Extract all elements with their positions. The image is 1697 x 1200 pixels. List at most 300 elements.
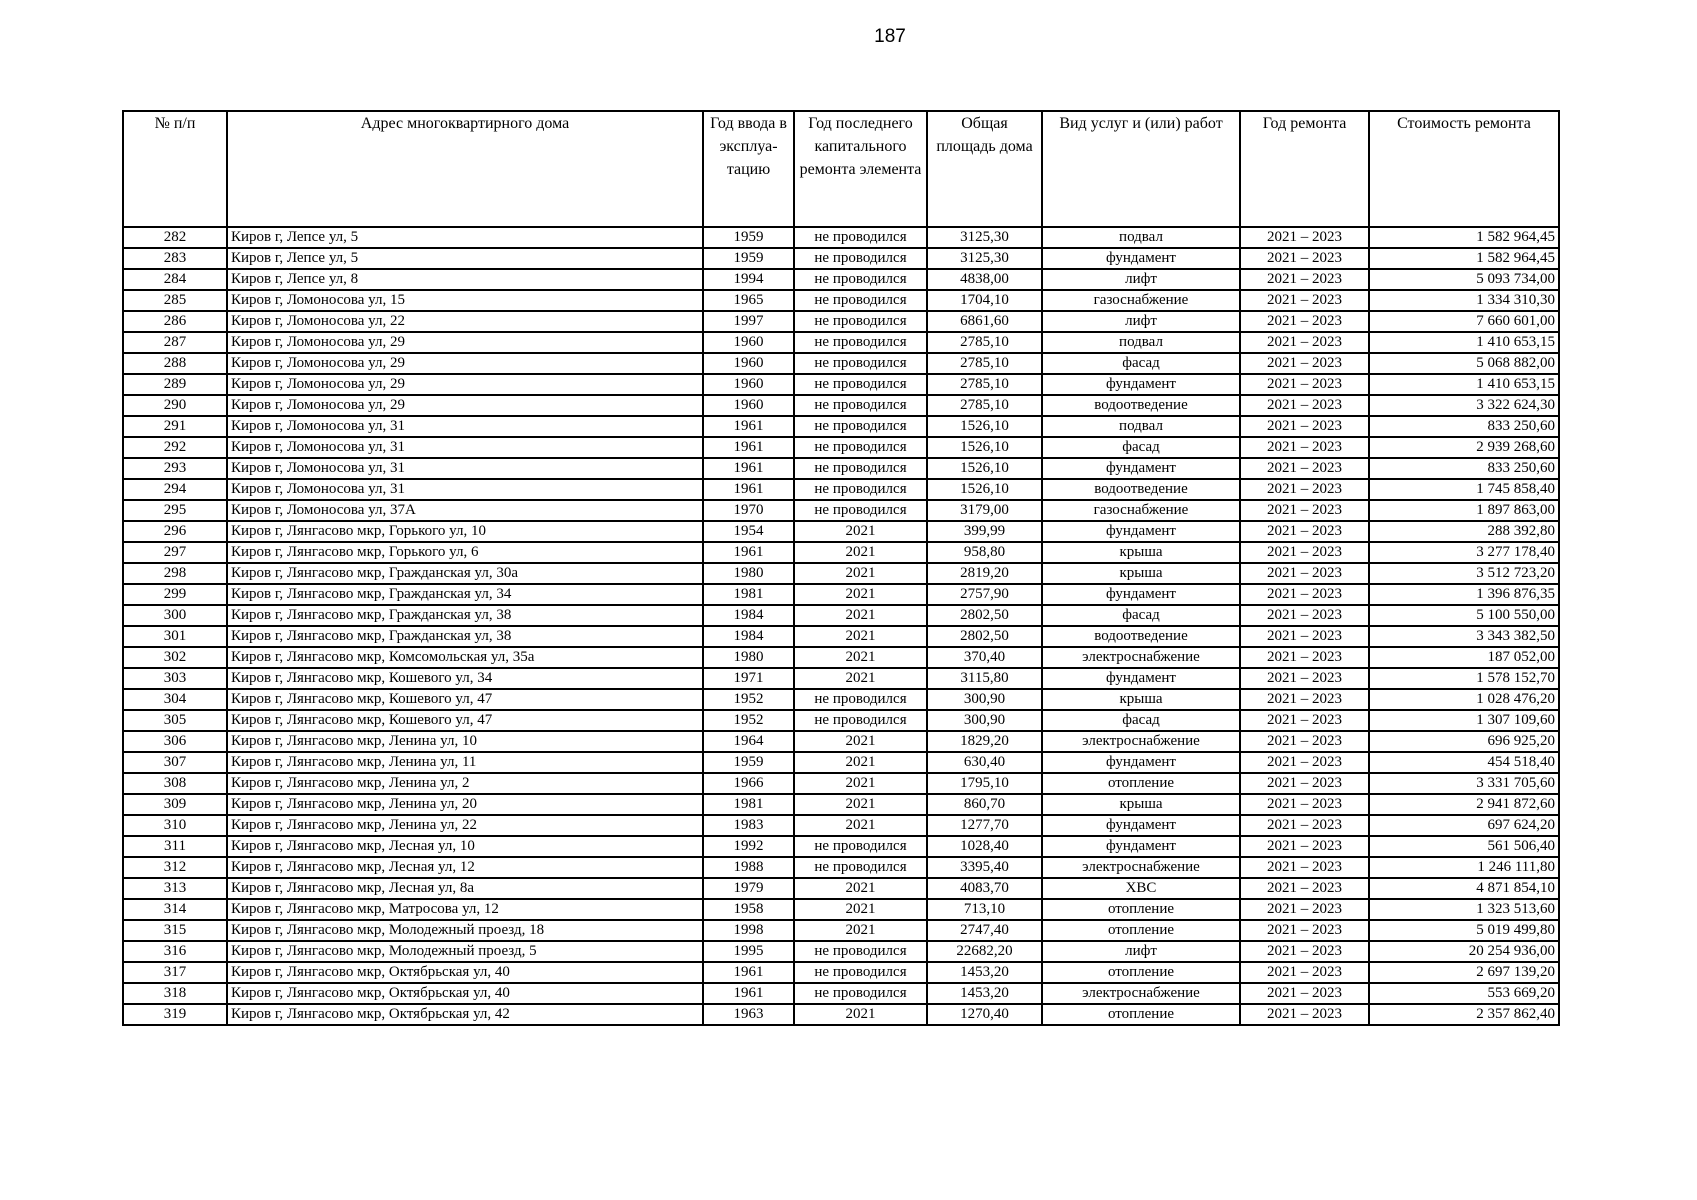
cell-last-repair-year: 2021: [794, 647, 927, 668]
cell-number: 310: [123, 815, 227, 836]
cell-repair-year: 2021 – 2023: [1240, 731, 1369, 752]
table-row: [123, 1004, 1559, 1025]
cell-total-area: 630,40: [927, 752, 1042, 773]
cell-commission-year: 1981: [703, 794, 794, 815]
cell-address: Киров г, Лянгасово мкр, Матросова ул, 12: [227, 899, 703, 920]
cell-repair-cost: 2 357 862,40: [1369, 1004, 1559, 1025]
cell-commission-year: 1984: [703, 626, 794, 647]
cell-last-repair-year: не проводился: [794, 710, 927, 731]
cell-commission-year: 1959: [703, 248, 794, 269]
cell-address: Киров г, Лянгасово мкр, Кошевого ул, 47: [227, 710, 703, 731]
cell-repair-cost: 3 343 382,50: [1369, 626, 1559, 647]
cell-last-repair-year: не проводился: [794, 479, 927, 500]
cell-number: 306: [123, 731, 227, 752]
cell-repair-year: 2021 – 2023: [1240, 962, 1369, 983]
page-number: 187: [874, 26, 906, 47]
cell-number: 304: [123, 689, 227, 710]
cell-commission-year: 1959: [703, 227, 794, 248]
cell-commission-year: 1959: [703, 752, 794, 773]
cell-work-type: лифт: [1042, 269, 1240, 290]
cell-address: Киров г, Лянгасово мкр, Лесная ул, 12: [227, 857, 703, 878]
cell-work-type: фасад: [1042, 710, 1240, 731]
cell-work-type: электроснабжение: [1042, 647, 1240, 668]
cell-total-area: 3125,30: [927, 227, 1042, 248]
cell-repair-year: 2021 – 2023: [1240, 752, 1369, 773]
cell-number: 318: [123, 983, 227, 1004]
cell-work-type: подвал: [1042, 332, 1240, 353]
cell-address: Киров г, Ломоносова ул, 31: [227, 416, 703, 437]
table-row: [123, 941, 1559, 962]
cell-work-type: подвал: [1042, 416, 1240, 437]
table-row: [123, 605, 1559, 626]
header-commission-year: Год ввода в эксплуа-тацию: [703, 111, 794, 227]
header-row: [123, 111, 1559, 227]
cell-number: 303: [123, 668, 227, 689]
cell-work-type: водоотведение: [1042, 395, 1240, 416]
cell-work-type: фундамент: [1042, 584, 1240, 605]
table-row: [123, 395, 1559, 416]
cell-number: 311: [123, 836, 227, 857]
cell-repair-year: 2021 – 2023: [1240, 227, 1369, 248]
cell-work-type: лифт: [1042, 311, 1240, 332]
cell-total-area: 1277,70: [927, 815, 1042, 836]
table-row: [123, 542, 1559, 563]
cell-repair-year: 2021 – 2023: [1240, 941, 1369, 962]
cell-last-repair-year: не проводился: [794, 311, 927, 332]
cell-repair-year: 2021 – 2023: [1240, 794, 1369, 815]
cell-repair-cost: 2 939 268,60: [1369, 437, 1559, 458]
cell-repair-year: 2021 – 2023: [1240, 479, 1369, 500]
cell-repair-year: 2021 – 2023: [1240, 710, 1369, 731]
cell-address: Киров г, Лянгасово мкр, Лесная ул, 10: [227, 836, 703, 857]
cell-repair-cost: 5 068 882,00: [1369, 353, 1559, 374]
table-row: [123, 857, 1559, 878]
cell-repair-cost: 1 582 964,45: [1369, 227, 1559, 248]
cell-total-area: 2802,50: [927, 626, 1042, 647]
table-row: [123, 836, 1559, 857]
cell-work-type: водоотведение: [1042, 626, 1240, 647]
cell-total-area: 860,70: [927, 794, 1042, 815]
cell-total-area: 300,90: [927, 710, 1042, 731]
cell-last-repair-year: 2021: [794, 878, 927, 899]
table-row: [123, 500, 1559, 521]
cell-number: 302: [123, 647, 227, 668]
cell-number: 288: [123, 353, 227, 374]
cell-repair-year: 2021 – 2023: [1240, 542, 1369, 563]
cell-total-area: 22682,20: [927, 941, 1042, 962]
cell-commission-year: 1952: [703, 710, 794, 731]
cell-last-repair-year: не проводился: [794, 689, 927, 710]
cell-number: 297: [123, 542, 227, 563]
cell-commission-year: 1998: [703, 920, 794, 941]
cell-work-type: фасад: [1042, 605, 1240, 626]
cell-repair-year: 2021 – 2023: [1240, 1004, 1369, 1025]
cell-number: 308: [123, 773, 227, 794]
cell-commission-year: 1970: [703, 500, 794, 521]
cell-commission-year: 1961: [703, 962, 794, 983]
cell-total-area: 1526,10: [927, 437, 1042, 458]
cell-repair-cost: 2 697 139,20: [1369, 962, 1559, 983]
cell-total-area: 2747,40: [927, 920, 1042, 941]
header-repair-year: Год ремонта: [1240, 111, 1369, 227]
cell-number: 292: [123, 437, 227, 458]
cell-repair-cost: 833 250,60: [1369, 458, 1559, 479]
cell-total-area: 3395,40: [927, 857, 1042, 878]
cell-address: Киров г, Лянгасово мкр, Октябрьская ул, 40: [227, 983, 703, 1004]
cell-address: Киров г, Ломоносова ул, 29: [227, 332, 703, 353]
cell-repair-year: 2021 – 2023: [1240, 416, 1369, 437]
cell-repair-cost: 1 410 653,15: [1369, 374, 1559, 395]
cell-work-type: крыша: [1042, 689, 1240, 710]
table-row: [123, 353, 1559, 374]
cell-repair-year: 2021 – 2023: [1240, 584, 1369, 605]
cell-work-type: электроснабжение: [1042, 857, 1240, 878]
cell-repair-year: 2021 – 2023: [1240, 374, 1369, 395]
cell-commission-year: 1980: [703, 647, 794, 668]
cell-last-repair-year: не проводился: [794, 290, 927, 311]
cell-work-type: фундамент: [1042, 668, 1240, 689]
table-row: [123, 626, 1559, 647]
table-row: [123, 227, 1559, 248]
cell-number: 291: [123, 416, 227, 437]
cell-repair-cost: 20 254 936,00: [1369, 941, 1559, 962]
cell-address: Киров г, Ломоносова ул, 31: [227, 437, 703, 458]
cell-number: 284: [123, 269, 227, 290]
cell-repair-year: 2021 – 2023: [1240, 332, 1369, 353]
cell-commission-year: 1994: [703, 269, 794, 290]
cell-commission-year: 1958: [703, 899, 794, 920]
cell-work-type: фундамент: [1042, 521, 1240, 542]
cell-work-type: газоснабжение: [1042, 500, 1240, 521]
cell-repair-cost: 1 578 152,70: [1369, 668, 1559, 689]
repair-register-table: [122, 110, 1560, 1026]
cell-address: Киров г, Лепсе ул, 5: [227, 227, 703, 248]
cell-work-type: крыша: [1042, 542, 1240, 563]
cell-work-type: электроснабжение: [1042, 983, 1240, 1004]
cell-total-area: 1526,10: [927, 416, 1042, 437]
cell-commission-year: 1960: [703, 332, 794, 353]
cell-number: 290: [123, 395, 227, 416]
cell-repair-year: 2021 – 2023: [1240, 983, 1369, 1004]
cell-last-repair-year: не проводился: [794, 269, 927, 290]
table-row: [123, 458, 1559, 479]
cell-repair-cost: 5 093 734,00: [1369, 269, 1559, 290]
cell-number: 283: [123, 248, 227, 269]
cell-total-area: 1453,20: [927, 983, 1042, 1004]
cell-address: Киров г, Лянгасово мкр, Ленина ул, 10: [227, 731, 703, 752]
cell-number: 313: [123, 878, 227, 899]
cell-commission-year: 1961: [703, 542, 794, 563]
cell-repair-year: 2021 – 2023: [1240, 815, 1369, 836]
cell-commission-year: 1971: [703, 668, 794, 689]
cell-commission-year: 1966: [703, 773, 794, 794]
cell-work-type: лифт: [1042, 941, 1240, 962]
cell-address: Киров г, Лепсе ул, 5: [227, 248, 703, 269]
cell-total-area: 1453,20: [927, 962, 1042, 983]
table-row: [123, 269, 1559, 290]
cell-repair-year: 2021 – 2023: [1240, 437, 1369, 458]
table-row: [123, 584, 1559, 605]
cell-last-repair-year: 2021: [794, 521, 927, 542]
cell-number: 317: [123, 962, 227, 983]
cell-repair-cost: 187 052,00: [1369, 647, 1559, 668]
cell-total-area: 1704,10: [927, 290, 1042, 311]
cell-repair-year: 2021 – 2023: [1240, 647, 1369, 668]
header-total-area: Общая площадь дома: [927, 111, 1042, 227]
cell-repair-cost: 1 410 653,15: [1369, 332, 1559, 353]
cell-total-area: 2819,20: [927, 563, 1042, 584]
cell-repair-cost: 454 518,40: [1369, 752, 1559, 773]
cell-commission-year: 1984: [703, 605, 794, 626]
cell-number: 305: [123, 710, 227, 731]
cell-number: 285: [123, 290, 227, 311]
table-row: [123, 689, 1559, 710]
table-body: [123, 227, 1559, 1025]
cell-repair-cost: 5 100 550,00: [1369, 605, 1559, 626]
cell-address: Киров г, Ломоносова ул, 29: [227, 374, 703, 395]
cell-address: Киров г, Лянгасово мкр, Гражданская ул, 30а: [227, 563, 703, 584]
cell-work-type: фасад: [1042, 437, 1240, 458]
cell-total-area: 2785,10: [927, 374, 1042, 395]
cell-total-area: 3125,30: [927, 248, 1042, 269]
cell-number: 319: [123, 1004, 227, 1025]
cell-address: Киров г, Лянгасово мкр, Горького ул, 10: [227, 521, 703, 542]
cell-work-type: электроснабжение: [1042, 731, 1240, 752]
cell-repair-year: 2021 – 2023: [1240, 836, 1369, 857]
cell-last-repair-year: не проводился: [794, 332, 927, 353]
header-repair-cost: Стоимость ремонта: [1369, 111, 1559, 227]
table-row: [123, 815, 1559, 836]
cell-address: Киров г, Ломоносова ул, 29: [227, 353, 703, 374]
header-last-repair-year: Год последнего капитального ремонта элемента: [794, 111, 927, 227]
cell-address: Киров г, Лянгасово мкр, Ленина ул, 2: [227, 773, 703, 794]
cell-total-area: 399,99: [927, 521, 1042, 542]
header-address: Адрес многоквартирного дома: [227, 111, 703, 227]
cell-repair-cost: 7 660 601,00: [1369, 311, 1559, 332]
table-row: [123, 416, 1559, 437]
cell-repair-year: 2021 – 2023: [1240, 395, 1369, 416]
cell-repair-cost: 1 396 876,35: [1369, 584, 1559, 605]
cell-total-area: 2785,10: [927, 353, 1042, 374]
cell-work-type: подвал: [1042, 227, 1240, 248]
cell-total-area: 713,10: [927, 899, 1042, 920]
cell-address: Киров г, Ломоносова ул, 37А: [227, 500, 703, 521]
cell-address: Киров г, Лянгасово мкр, Ленина ул, 20: [227, 794, 703, 815]
cell-address: Киров г, Лянгасово мкр, Молодежный проезд, 5: [227, 941, 703, 962]
cell-total-area: 4083,70: [927, 878, 1042, 899]
cell-total-area: 1028,40: [927, 836, 1042, 857]
cell-last-repair-year: не проводился: [794, 458, 927, 479]
cell-address: Киров г, Ломоносова ул, 29: [227, 395, 703, 416]
cell-last-repair-year: не проводился: [794, 941, 927, 962]
cell-address: Киров г, Ломоносова ул, 31: [227, 458, 703, 479]
cell-repair-cost: 3 331 705,60: [1369, 773, 1559, 794]
cell-number: 299: [123, 584, 227, 605]
cell-number: 314: [123, 899, 227, 920]
cell-commission-year: 1964: [703, 731, 794, 752]
cell-number: 315: [123, 920, 227, 941]
cell-total-area: 1829,20: [927, 731, 1042, 752]
cell-total-area: 1795,10: [927, 773, 1042, 794]
cell-repair-year: 2021 – 2023: [1240, 857, 1369, 878]
cell-repair-cost: 697 624,20: [1369, 815, 1559, 836]
cell-work-type: фундамент: [1042, 836, 1240, 857]
table-row: [123, 794, 1559, 815]
table-row: [123, 920, 1559, 941]
header-number: № п/п: [123, 111, 227, 227]
cell-work-type: фундамент: [1042, 458, 1240, 479]
cell-repair-year: 2021 – 2023: [1240, 311, 1369, 332]
cell-repair-cost: 1 307 109,60: [1369, 710, 1559, 731]
cell-last-repair-year: не проводился: [794, 227, 927, 248]
cell-commission-year: 1995: [703, 941, 794, 962]
cell-number: 300: [123, 605, 227, 626]
cell-last-repair-year: 2021: [794, 1004, 927, 1025]
cell-repair-year: 2021 – 2023: [1240, 920, 1369, 941]
cell-repair-cost: 1 897 863,00: [1369, 500, 1559, 521]
cell-address: Киров г, Лянгасово мкр, Гражданская ул, 38: [227, 605, 703, 626]
cell-number: 282: [123, 227, 227, 248]
cell-work-type: ХВС: [1042, 878, 1240, 899]
table-row: [123, 248, 1559, 269]
cell-repair-year: 2021 – 2023: [1240, 899, 1369, 920]
cell-last-repair-year: 2021: [794, 584, 927, 605]
cell-repair-year: 2021 – 2023: [1240, 605, 1369, 626]
cell-commission-year: 1988: [703, 857, 794, 878]
cell-total-area: 6861,60: [927, 311, 1042, 332]
table-row: [123, 290, 1559, 311]
cell-commission-year: 1963: [703, 1004, 794, 1025]
cell-last-repair-year: 2021: [794, 668, 927, 689]
cell-last-repair-year: 2021: [794, 899, 927, 920]
cell-last-repair-year: 2021: [794, 626, 927, 647]
cell-repair-cost: 2 941 872,60: [1369, 794, 1559, 815]
cell-address: Киров г, Лепсе ул, 8: [227, 269, 703, 290]
cell-number: 289: [123, 374, 227, 395]
table-row: [123, 962, 1559, 983]
table-row: [123, 563, 1559, 584]
cell-repair-year: 2021 – 2023: [1240, 878, 1369, 899]
cell-repair-cost: 833 250,60: [1369, 416, 1559, 437]
cell-repair-year: 2021 – 2023: [1240, 773, 1369, 794]
cell-commission-year: 1992: [703, 836, 794, 857]
cell-address: Киров г, Лянгасово мкр, Октябрьская ул, 40: [227, 962, 703, 983]
cell-work-type: фасад: [1042, 353, 1240, 374]
cell-work-type: отопление: [1042, 773, 1240, 794]
cell-work-type: отопление: [1042, 1004, 1240, 1025]
cell-last-repair-year: 2021: [794, 542, 927, 563]
cell-total-area: 370,40: [927, 647, 1042, 668]
cell-address: Киров г, Лянгасово мкр, Комсомольская ул, 35а: [227, 647, 703, 668]
cell-number: 293: [123, 458, 227, 479]
cell-last-repair-year: не проводился: [794, 374, 927, 395]
cell-total-area: 300,90: [927, 689, 1042, 710]
cell-number: 286: [123, 311, 227, 332]
cell-address: Киров г, Лянгасово мкр, Ленина ул, 22: [227, 815, 703, 836]
cell-commission-year: 1960: [703, 353, 794, 374]
cell-commission-year: 1980: [703, 563, 794, 584]
cell-commission-year: 1961: [703, 458, 794, 479]
cell-last-repair-year: не проводился: [794, 836, 927, 857]
cell-work-type: водоотведение: [1042, 479, 1240, 500]
table-row: [123, 668, 1559, 689]
cell-commission-year: 1979: [703, 878, 794, 899]
cell-work-type: отопление: [1042, 920, 1240, 941]
cell-repair-year: 2021 – 2023: [1240, 689, 1369, 710]
table-header: [123, 111, 1559, 227]
cell-address: Киров г, Ломоносова ул, 31: [227, 479, 703, 500]
cell-work-type: фундамент: [1042, 248, 1240, 269]
cell-repair-cost: 561 506,40: [1369, 836, 1559, 857]
cell-total-area: 1270,40: [927, 1004, 1042, 1025]
cell-repair-year: 2021 – 2023: [1240, 500, 1369, 521]
cell-repair-cost: 1 745 858,40: [1369, 479, 1559, 500]
cell-number: 298: [123, 563, 227, 584]
cell-total-area: 3179,00: [927, 500, 1042, 521]
cell-address: Киров г, Лянгасово мкр, Горького ул, 6: [227, 542, 703, 563]
cell-repair-cost: 3 322 624,30: [1369, 395, 1559, 416]
cell-repair-cost: 1 028 476,20: [1369, 689, 1559, 710]
cell-address: Киров г, Лянгасово мкр, Гражданская ул, 34: [227, 584, 703, 605]
cell-number: 307: [123, 752, 227, 773]
cell-commission-year: 1997: [703, 311, 794, 332]
cell-commission-year: 1952: [703, 689, 794, 710]
cell-repair-cost: 5 019 499,80: [1369, 920, 1559, 941]
table-row: [123, 899, 1559, 920]
cell-total-area: 2785,10: [927, 395, 1042, 416]
cell-last-repair-year: не проводился: [794, 416, 927, 437]
table-row: [123, 521, 1559, 542]
header-work-type: Вид услуг и (или) работ: [1042, 111, 1240, 227]
cell-last-repair-year: 2021: [794, 731, 927, 752]
table-row: [123, 479, 1559, 500]
cell-repair-cost: 1 323 513,60: [1369, 899, 1559, 920]
table-row: [123, 710, 1559, 731]
cell-last-repair-year: 2021: [794, 794, 927, 815]
table-row: [123, 332, 1559, 353]
cell-address: Киров г, Лянгасово мкр, Кошевого ул, 34: [227, 668, 703, 689]
cell-total-area: 1526,10: [927, 479, 1042, 500]
cell-work-type: отопление: [1042, 962, 1240, 983]
cell-address: Киров г, Лянгасово мкр, Молодежный проезд, 18: [227, 920, 703, 941]
cell-commission-year: 1983: [703, 815, 794, 836]
cell-repair-cost: 1 582 964,45: [1369, 248, 1559, 269]
cell-last-repair-year: 2021: [794, 920, 927, 941]
cell-commission-year: 1961: [703, 479, 794, 500]
cell-repair-cost: 4 871 854,10: [1369, 878, 1559, 899]
cell-repair-cost: 1 246 111,80: [1369, 857, 1559, 878]
cell-last-repair-year: 2021: [794, 773, 927, 794]
cell-last-repair-year: не проводился: [794, 857, 927, 878]
cell-last-repair-year: не проводился: [794, 437, 927, 458]
cell-commission-year: 1960: [703, 374, 794, 395]
cell-number: 309: [123, 794, 227, 815]
cell-number: 295: [123, 500, 227, 521]
cell-commission-year: 1961: [703, 437, 794, 458]
table-row: [123, 983, 1559, 1004]
cell-repair-year: 2021 – 2023: [1240, 563, 1369, 584]
cell-address: Киров г, Ломоносова ул, 15: [227, 290, 703, 311]
cell-repair-year: 2021 – 2023: [1240, 458, 1369, 479]
cell-commission-year: 1954: [703, 521, 794, 542]
cell-repair-year: 2021 – 2023: [1240, 353, 1369, 374]
cell-total-area: 2757,90: [927, 584, 1042, 605]
cell-total-area: 2785,10: [927, 332, 1042, 353]
cell-last-repair-year: не проводился: [794, 395, 927, 416]
cell-number: 294: [123, 479, 227, 500]
cell-last-repair-year: 2021: [794, 815, 927, 836]
cell-repair-cost: 3 277 178,40: [1369, 542, 1559, 563]
